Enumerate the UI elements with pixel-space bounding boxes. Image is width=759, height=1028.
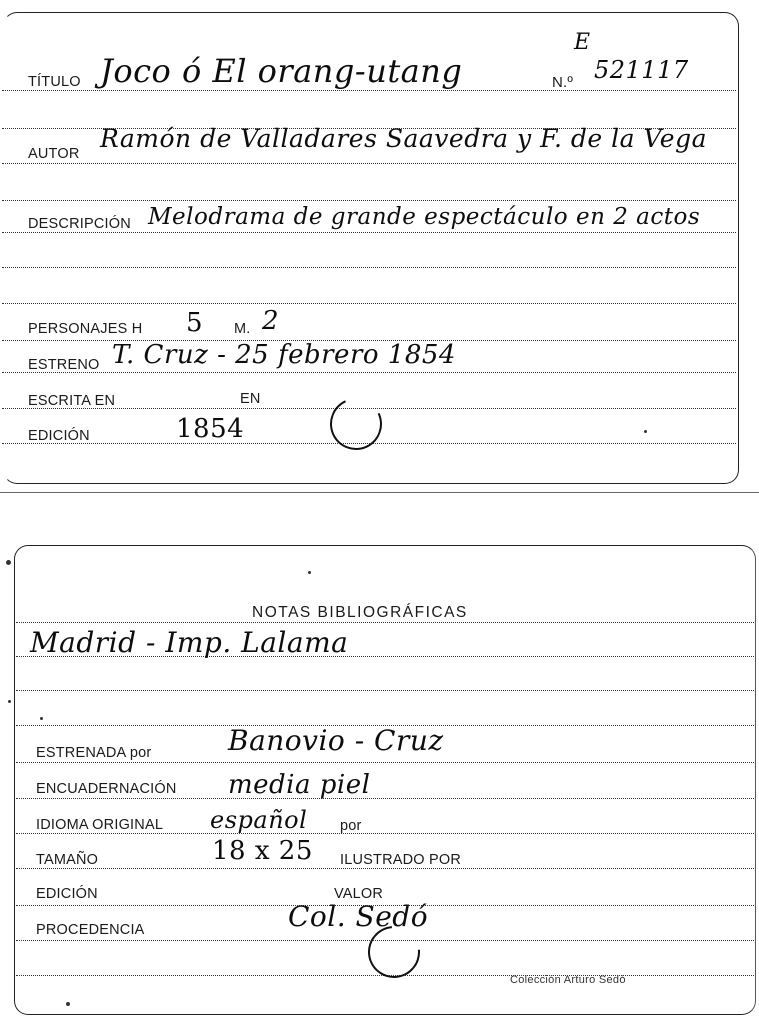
rule-line xyxy=(16,868,754,869)
language-por-label: por xyxy=(340,818,362,834)
characters-women-value: 2 xyxy=(262,306,280,336)
scan-speck xyxy=(8,700,11,703)
characters-label: PERSONAJES H xyxy=(28,321,143,337)
value-label: VALOR xyxy=(334,886,384,902)
card-separator xyxy=(0,492,759,493)
illustrated-by-label: ILUSTRADO POR xyxy=(340,852,462,868)
author-label: AUTOR xyxy=(28,146,80,162)
provenance-value: Col. Sedó xyxy=(288,900,429,933)
number-prefix: E xyxy=(574,30,591,55)
notes-heading: NOTAS BIBLIOGRÁFICAS xyxy=(252,604,468,621)
size-label: TAMAÑO xyxy=(36,852,99,868)
written-en-label: EN xyxy=(240,391,261,407)
scan-speck xyxy=(644,430,647,433)
edition-label: EDICIÓN xyxy=(28,428,90,444)
title-label: TÍTULO xyxy=(28,74,81,90)
scan-speck xyxy=(40,717,43,720)
scan-speck xyxy=(308,571,311,574)
scan-speck xyxy=(66,1002,70,1006)
rule-line xyxy=(2,232,736,233)
written-in-label: ESCRITA EN xyxy=(28,393,116,409)
size-value: 18 x 25 xyxy=(212,836,313,866)
binding-value: media piel xyxy=(228,770,371,800)
rule-line xyxy=(2,372,736,373)
description-value: Melodrama de grande espectáculo en 2 actos xyxy=(148,204,701,230)
edition2-label: EDICIÓN xyxy=(36,886,98,902)
premiered-by-label: ESTRENADA por xyxy=(36,745,152,761)
number-label: N.º xyxy=(552,74,574,91)
edition-value: 1854 xyxy=(176,414,245,444)
language-value: español xyxy=(210,806,308,834)
rule-line xyxy=(2,303,736,304)
number-value: 521117 xyxy=(594,56,689,84)
rule-line xyxy=(2,163,736,164)
provenance-label: PROCEDENCIA xyxy=(36,922,145,938)
premiered-by-value: Banovio - Cruz xyxy=(228,724,444,757)
characters-women-label: M. xyxy=(234,321,251,337)
title-value: Joco ó El orang-utang xyxy=(100,52,463,90)
rule-line xyxy=(16,622,754,623)
premiere-value: T. Cruz - 25 febrero 1854 xyxy=(112,340,456,370)
rule-line xyxy=(2,267,736,268)
rule-line xyxy=(16,690,754,691)
notes-value: Madrid - Imp. Lalama xyxy=(30,626,349,659)
rule-line xyxy=(2,90,736,91)
rule-line xyxy=(16,762,754,763)
scan-speck xyxy=(6,560,11,565)
description-label: DESCRIPCIÓN xyxy=(28,216,131,232)
language-label: IDIOMA ORIGINAL xyxy=(36,817,164,833)
characters-men-value: 5 xyxy=(186,308,204,338)
rule-line xyxy=(16,798,754,799)
binding-label: ENCUADERNACIÓN xyxy=(36,781,177,797)
author-value: Ramón de Valladares Saavedra y F. de la Vega xyxy=(100,124,707,153)
rule-line xyxy=(2,200,736,201)
rule-line xyxy=(16,833,754,834)
collection-footer: Colección Arturo Sedó xyxy=(510,974,626,986)
premiere-label: ESTRENO xyxy=(28,357,100,373)
